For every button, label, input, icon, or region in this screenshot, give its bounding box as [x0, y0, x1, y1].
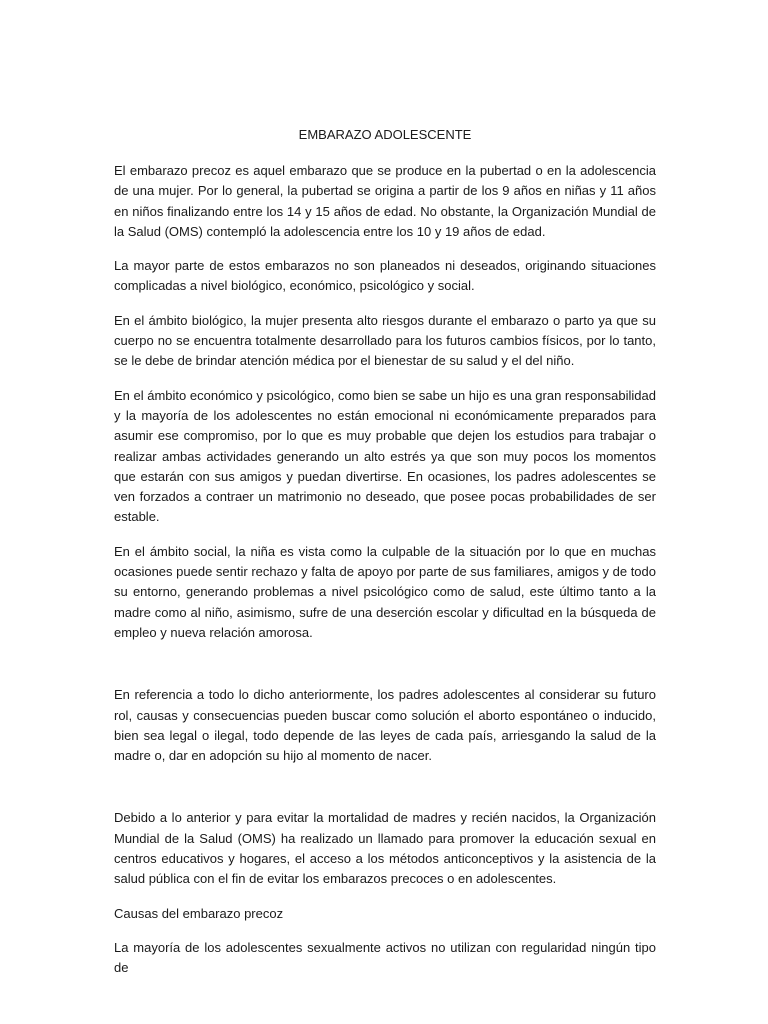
paragraph-oms: Debido a lo anterior y para evitar la mortalidad de madres y recién nacidos, la Organización Mundial de la Salud (OMS) ha realizado un llamado para promover la educación sexual en centros educativos y hogares, el acceso a los métodos anticonceptivos y la asistencia de la salud pública con el fin de evitar los embarazos precoces o en adolescentes.	[114, 810, 656, 887]
paragraph-consequences: En referencia a todo lo dicho anteriormente, los padres adolescentes al considerar su futuro rol, causas y consecuencias pueden buscar como solución el aborto espontáneo o inducido, bien sea legal o ilegal, todo depende de las leyes de cada país, arriesgando la salud de la madre o, dar en adopción su hijo al momento de nacer.	[114, 687, 656, 764]
paragraph-definition: El embarazo precoz es aquel embarazo que se produce en la pubertad o en la adolescencia de una mujer. Por lo general, la pubertad se origina a partir de los 9 años en niñas y 11 años en niños finalizando entre los 14 y 15 años de edad. No obstante, la Organización Mundial de la Salud (OMS) contempló la adolescencia entre los 10 y 19 años de edad.	[114, 163, 656, 239]
document-title: EMBARAZO ADOLESCENTE	[298, 127, 472, 142]
section-heading-causes: Causas del embarazo precoz	[114, 905, 284, 921]
paragraph-biological: En el ámbito biológico, la mujer presenta alto riesgos durante el embarazo o parto ya que su cuerpo no se encuentra totalmente desarrollado para los futuros cambios físicos, por lo tanto, se le debe de brindar atención médica por el bienestar de su salud y el del niño.	[114, 312, 656, 369]
paragraph-economic: En el ámbito económico y psicológico, como bien se sabe un hijo es una gran responsabilidad y la mayoría de los adolescentes no están emocional ni económicamente preparados para asumir ese compromiso, por lo que es muy probable que dejen los estudios para trabajar o realizar ambas actividades generando un alto estrés ya que son muy pocos los momentos que estarán con sus amigos y puedan divertirse. En ocasiones, los padres adolescentes se ven forzados a contraer un matrimonio no deseado, que posee pocas probabilidades de ser estable.	[114, 387, 656, 525]
paragraph-social: En el ámbito social, la niña es vista como la culpable de la situación por lo que en muchas ocasiones puede sentir rechazo y falta de apoyo por parte de sus familiares, amigos y de todo su entorno, generando problemas a nivel psicológico como de salud, este último tanto a la madre como al niño, asimismo, sufre de una deserción escolar y dificultad en la búsqueda de empleo y nueva relación amorosa.	[114, 543, 656, 640]
paragraph-causes: La mayoría de los adolescentes sexualmente activos no utilizan con regularidad ningún tipo de	[114, 939, 656, 975]
paragraph-unplanned: La mayor parte de estos embarazos no son planeados ni deseados, originando situaciones complicadas a nivel biológico, económico, psicológico y social.	[114, 258, 656, 294]
